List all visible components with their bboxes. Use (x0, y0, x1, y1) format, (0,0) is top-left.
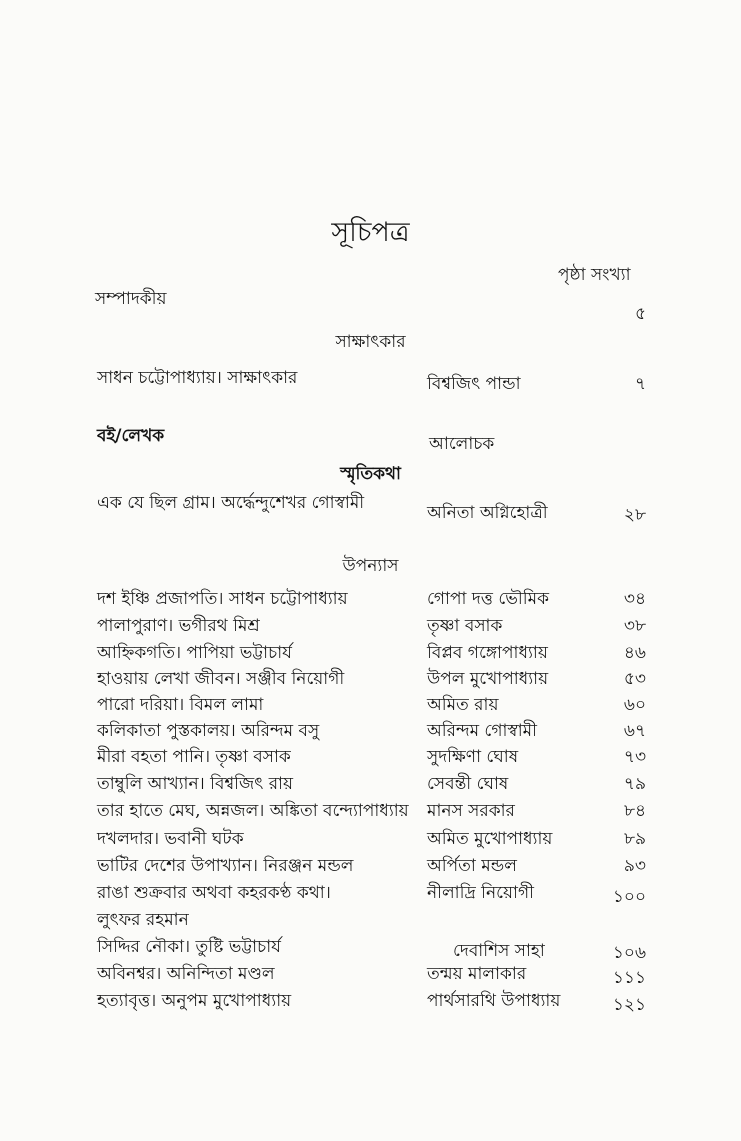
entry-critic: তৃষ্ণা বসাক (427, 616, 503, 636)
entry-book-author: লুৎফর রহমান (97, 910, 189, 930)
entry-book-author: তার হাতে মেঘ, অন্নজল। অঙ্কিতা বন্দ্যোপাধ্যায় (97, 801, 409, 821)
entry-page-number: ৭৯ (623, 774, 646, 794)
entry-page-number: ১০৬ (612, 943, 646, 963)
entry-page-number: ৩৮ (623, 616, 646, 636)
entry-critic: উপল মুখোপাধ্যায় (427, 669, 549, 689)
entry-page-number: ১১১ (612, 968, 646, 988)
entry-critic: বিশ্বজিৎ পান্ডা (427, 374, 521, 394)
entry-book-author: দখলদার। ভবানী ঘটক (97, 829, 244, 849)
entry-book-author: তাম্বুলি আখ্যান। বিশ্বজিৎ রায় (97, 774, 294, 794)
entry-critic: অমিত রায় (427, 695, 499, 715)
entry-page-number: ৬০ (623, 695, 646, 715)
editorial-page-number: ৫ (634, 304, 646, 324)
entry-page-number: ২৮ (623, 505, 646, 525)
entry-critic: সেবন্তী ঘোষ (427, 774, 509, 794)
entry-page-number: ৭৩ (623, 747, 646, 767)
entry-page-number: ৬৭ (623, 721, 646, 741)
novel-entry (0, 798, 741, 824)
entry-critic: বিপ্লব গঙ্গোপাধ্যায় (427, 643, 548, 663)
entry-page-number: ১০০ (612, 887, 646, 907)
novel-entry (0, 586, 741, 612)
entry-critic: অরিন্দম গোস্বামী (427, 721, 537, 741)
novel-section-heading: উপন্যাস (342, 556, 399, 576)
novel-entry (0, 988, 741, 1014)
interview-section-heading: সাক্ষাৎকার (335, 332, 406, 352)
entry-critic: পার্থসারথি উপাধ্যায় (427, 991, 561, 1011)
page-number-column-header: পৃষ্ঠা সংখ্যা (558, 265, 631, 285)
entry-page-number: ৪৬ (623, 643, 646, 663)
entry-book-author: মীরা বহতা পানি। তৃষ্ণা বসাক (97, 747, 291, 767)
entry-book-author: আহ্নিকগতি। পাপিয়া ভট্টাচার্য (97, 643, 292, 663)
entry-critic: মানস সরকার (427, 801, 515, 821)
entry-book-author: এক যে ছিল গ্রাম। অর্দ্ধেন্দুশেখর গোস্বামী (97, 493, 365, 513)
entry-book-author: হত্যাবৃত্ত। অনুপম মুখোপাধ্যায় (97, 991, 292, 1011)
entry-book-author: কলিকাতা পুস্তকালয়। অরিন্দম বসু (97, 721, 320, 741)
book-author-column-header: বই/লেখক (97, 426, 165, 446)
entry-critic: দেবাশিস সাহা (453, 941, 545, 961)
novel-entry (0, 907, 741, 933)
entry-page-number: ৮৯ (623, 829, 646, 849)
entry-critic: অর্পিতা মন্ডল (427, 856, 517, 876)
entry-page-number: ৫৩ (623, 669, 646, 689)
entry-book-author: সিদ্দির নৌকা। তুষ্টি ভট্টাচার্য (97, 937, 281, 957)
memoir-section-heading: স্মৃতিকথা (340, 464, 401, 484)
novel-entry (0, 640, 741, 666)
entry-book-author: পারো দরিয়া। বিমল লামা (97, 695, 264, 715)
entry-book-author: রাঙা শুক্রবার অথবা কহরকণ্ঠ কথা। (97, 883, 331, 903)
novel-entry (0, 880, 741, 906)
entry-book-author: দশ ইঞ্চি প্রজাপতি। সাধন চট্টোপাধ্যায় (97, 589, 348, 609)
entry-book-author: হাওয়ায় লেখা জীবন। সঞ্জীব নিয়োগী (97, 669, 345, 689)
novel-entry (0, 692, 741, 718)
novel-entry (0, 853, 741, 879)
novel-entry (0, 744, 741, 770)
memoir-entry (0, 490, 741, 525)
entry-book-author: সাধন চট্টোপাধ্যায়। সাক্ষাৎকার (97, 368, 298, 388)
novel-entry (0, 666, 741, 692)
interview-entry (0, 365, 741, 394)
entry-page-number: ১২১ (612, 995, 646, 1015)
novel-entry (0, 826, 741, 852)
entry-page-number: ৭ (634, 374, 646, 394)
novel-entry (0, 961, 741, 987)
entry-book-author: অবিনশ্বর। অনিন্দিতা মণ্ডল (97, 964, 275, 984)
entry-critic: অনিতা অগ্নিহোত্রী (427, 503, 548, 523)
entry-critic: নীলাদ্রি নিয়োগী (427, 883, 534, 903)
entry-page-number: ৯৩ (623, 856, 646, 876)
entry-critic: অমিত মুখোপাধ্যায় (427, 829, 553, 849)
entry-book-author: পালাপুরাণ। ভগীরথ মিশ্র (97, 616, 260, 636)
entry-critic: সুদক্ষিণা ঘোষ (427, 747, 519, 767)
critic-column-header: আলোচক (429, 434, 495, 454)
page-title: সূচিপত্র (331, 217, 410, 248)
entry-critic: গোপা দত্ত ভৌমিক (427, 589, 549, 609)
novel-entry (0, 934, 741, 963)
entry-critic: তন্ময় মালাকার (427, 964, 527, 984)
entry-page-number: ৮৪ (623, 801, 646, 821)
editorial-label: সম্পাদকীয় (95, 289, 167, 309)
novel-entry (0, 718, 741, 744)
novel-entry (0, 771, 741, 797)
novel-entry (0, 613, 741, 639)
entry-book-author: ভাটির দেশের উপাখ্যান। নিরঞ্জন মন্ডল (97, 856, 354, 876)
entry-page-number: ৩৪ (623, 589, 646, 609)
